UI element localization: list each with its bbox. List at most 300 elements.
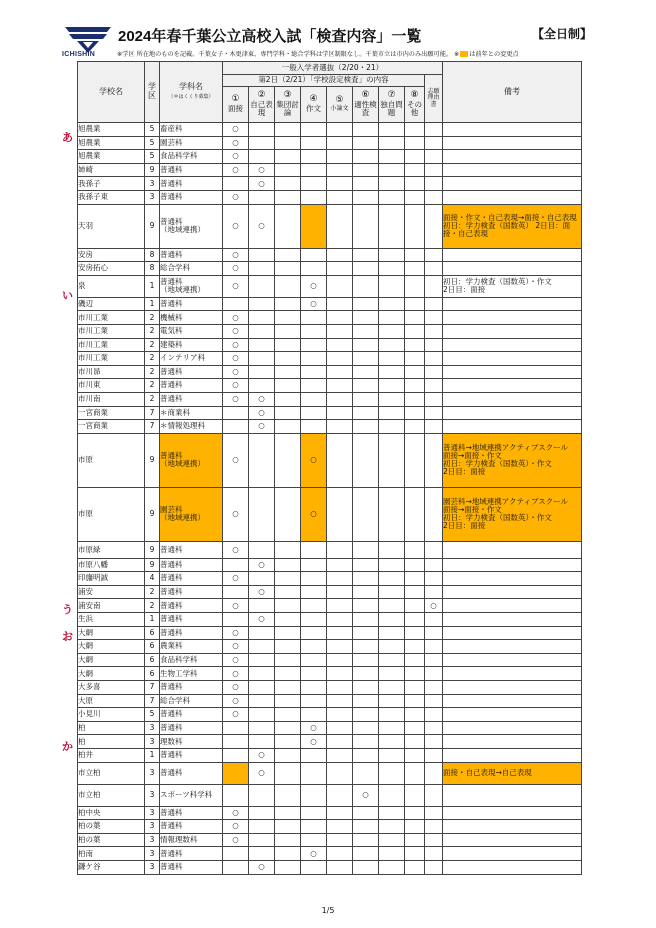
exam-mark-cell [327, 163, 353, 177]
col-area-header: 学区 [145, 62, 160, 123]
exam-mark-cell [379, 613, 405, 627]
table-row [78, 163, 582, 177]
exam-mark-cell [405, 150, 425, 164]
exam-mark-cell [301, 406, 327, 420]
exam-mark-cell [249, 136, 275, 150]
remark-cell [443, 667, 582, 681]
exam-mark-cell [301, 163, 327, 177]
exam-mark-cell [327, 708, 353, 722]
school-area: 8 [145, 262, 160, 276]
exam-mark-cell [425, 275, 443, 297]
exam-mark-cell [223, 860, 249, 874]
school-area: 4 [145, 572, 160, 586]
exam-mark-cell: ○ [223, 204, 249, 248]
exam-mark-cell [249, 708, 275, 722]
exam-mark-cell [275, 667, 301, 681]
exam-mark-cell [425, 338, 443, 352]
exam-mark-cell [353, 558, 379, 572]
exam-mark-cell [425, 860, 443, 874]
school-name: 一宮商業 [78, 406, 145, 420]
col-self-expression-header [249, 87, 275, 123]
exam-mark-cell [327, 338, 353, 352]
exam-mark-cell [301, 667, 327, 681]
school-area: 2 [145, 379, 160, 393]
course-name: 普通科 [160, 721, 223, 735]
exam-mark-cell [327, 833, 353, 847]
exam-mark-cell [379, 136, 405, 150]
exam-mark-cell [379, 275, 405, 297]
school-name: 市原 [78, 433, 145, 487]
course-name: 電気科 [160, 324, 223, 338]
exam-mark-cell [379, 406, 405, 420]
exam-mark-cell [405, 572, 425, 586]
exam-mark-cell [275, 275, 301, 297]
table-row [78, 324, 582, 338]
exam-mark-cell [353, 860, 379, 874]
exam-mark-cell [301, 599, 327, 613]
table-row [78, 708, 582, 722]
exam-mark-cell [275, 392, 301, 406]
table-row [78, 806, 582, 820]
exam-mark-cell [275, 204, 301, 248]
school-area: 3 [145, 721, 160, 735]
exam-mark-cell: ○ [223, 681, 249, 695]
table-row [78, 177, 582, 191]
section-marker-i: い [62, 289, 73, 302]
exam-mark-cell [275, 806, 301, 820]
exam-mark-cell [327, 749, 353, 763]
c6-label: 適性検査 [354, 100, 377, 118]
exam-mark-cell [425, 365, 443, 379]
exam-mark-cell [249, 190, 275, 204]
exam-mark-cell [249, 667, 275, 681]
school-area: 9 [145, 204, 160, 248]
exam-mark-cell [301, 784, 327, 806]
exam-mark-cell [379, 708, 405, 722]
exam-mark-cell [275, 262, 301, 276]
school-name: 旭農業 [78, 136, 145, 150]
course-name: 普通科 [160, 177, 223, 191]
exam-mark-cell [327, 420, 353, 434]
exam-mark-cell [275, 626, 301, 640]
remark-cell [443, 297, 582, 311]
section-marker-ka: か [62, 740, 73, 753]
exam-mark-cell: ○ [223, 599, 249, 613]
exam-mark-cell [353, 613, 379, 627]
table-row [78, 626, 582, 640]
exam-mark-cell [249, 541, 275, 558]
exam-mark-cell [405, 275, 425, 297]
school-area: 3 [145, 847, 160, 861]
remark-cell [443, 420, 582, 434]
school-area: 2 [145, 599, 160, 613]
exam-mark-cell [379, 204, 405, 248]
remark-cell [443, 311, 582, 325]
school-name: 泉 [78, 275, 145, 297]
school-area: 7 [145, 406, 160, 420]
exam-mark-cell [301, 352, 327, 366]
c1-num: ① [231, 94, 240, 105]
exam-mark-cell [327, 297, 353, 311]
exam-mark-cell [275, 833, 301, 847]
exam-mark-cell [379, 392, 405, 406]
exam-mark-cell [405, 487, 425, 541]
exam-mark-cell [425, 311, 443, 325]
school-area: 9 [145, 163, 160, 177]
exam-mark-cell [327, 204, 353, 248]
course-name: 生物工学科 [160, 667, 223, 681]
exam-mark-cell [353, 190, 379, 204]
exam-mark-cell [405, 365, 425, 379]
table-row [78, 847, 582, 861]
exam-mark-cell [405, 248, 425, 262]
remark-cell [443, 248, 582, 262]
col-reason-header: 志願理由書 [425, 75, 443, 123]
remark-cell [443, 406, 582, 420]
exam-mark-cell [353, 324, 379, 338]
exam-mark-cell [301, 640, 327, 654]
course-name: 普通科 [160, 806, 223, 820]
exam-mark-cell [223, 784, 249, 806]
school-name: 市原八幡 [78, 558, 145, 572]
exam-mark-cell [301, 806, 327, 820]
exam-mark-cell [379, 640, 405, 654]
school-name: 市川工業 [78, 311, 145, 325]
remark-cell [443, 735, 582, 749]
exam-mark-cell [379, 833, 405, 847]
table-row [78, 420, 582, 434]
exam-mark-cell [353, 694, 379, 708]
exam-mark-cell: ○ [353, 784, 379, 806]
course-name: 普通科 [160, 297, 223, 311]
exam-mark-cell [379, 352, 405, 366]
exam-mark-cell [353, 487, 379, 541]
exam-mark-cell [379, 806, 405, 820]
course-name: 普通科 [160, 379, 223, 393]
note-suffix: は前年との変更点 [469, 51, 519, 58]
exam-mark-cell [223, 721, 249, 735]
exam-mark-cell [301, 860, 327, 874]
exam-mark-cell [425, 433, 443, 487]
exam-mark-cell [223, 735, 249, 749]
exam-mark-cell [405, 558, 425, 572]
school-name: 浦安 [78, 585, 145, 599]
exam-mark-cell [425, 487, 443, 541]
remark-cell [443, 833, 582, 847]
col-other-header [405, 87, 425, 123]
remark-cell [443, 640, 582, 654]
exam-mark-cell [327, 640, 353, 654]
exam-group-header: 一般入学者選抜（2/20・21） [223, 62, 443, 75]
table-row [78, 820, 582, 834]
exam-mark-cell [249, 379, 275, 393]
exam-mark-cell: ○ [223, 667, 249, 681]
school-name: 市川昴 [78, 365, 145, 379]
remark-cell [443, 847, 582, 861]
exam-mark-cell [275, 324, 301, 338]
school-area: 7 [145, 681, 160, 695]
exam-mark-cell [327, 392, 353, 406]
school-name: 柏の葉 [78, 833, 145, 847]
exam-mark-cell [353, 847, 379, 861]
course-name: インテリア科 [160, 352, 223, 366]
exam-mark-cell [405, 681, 425, 695]
school-area: 3 [145, 190, 160, 204]
exam-mark-cell [275, 433, 301, 487]
col-course-header [160, 62, 223, 123]
c1-label: 面接 [228, 104, 243, 114]
exam-mark-cell [249, 653, 275, 667]
exam-mark-cell: ○ [301, 275, 327, 297]
exam-mark-cell [327, 860, 353, 874]
remark-cell [443, 694, 582, 708]
exam-mark-cell [301, 694, 327, 708]
exam-mark-cell [301, 379, 327, 393]
exam-mark-cell [353, 735, 379, 749]
exam-mark-cell: ○ [223, 262, 249, 276]
course-name: 普通科 [160, 762, 223, 784]
exam-mark-cell [379, 190, 405, 204]
exam-mark-cell [405, 708, 425, 722]
course-name: ＊商業科 [160, 406, 223, 420]
exam-mark-cell [425, 585, 443, 599]
exam-mark-cell [327, 406, 353, 420]
exam-mark-cell [405, 820, 425, 834]
exam-mark-cell [275, 613, 301, 627]
exam-mark-cell [379, 653, 405, 667]
exam-mark-cell [425, 847, 443, 861]
school-area: 3 [145, 784, 160, 806]
exam-mark-cell [353, 392, 379, 406]
table-row [78, 275, 582, 297]
exam-mark-cell [405, 640, 425, 654]
school-name: 小見川 [78, 708, 145, 722]
course-name: 普通科 [160, 626, 223, 640]
course-name: 普通科 [160, 708, 223, 722]
c5-label: 小論文 [330, 105, 349, 113]
remark-cell [443, 708, 582, 722]
c2-num: ② [257, 90, 266, 101]
exam-mark-cell: ○ [223, 123, 249, 137]
school-area: 6 [145, 626, 160, 640]
exam-mark-cell [249, 324, 275, 338]
exam-mark-cell [405, 860, 425, 874]
exam-mark-cell: ○ [223, 541, 249, 558]
course-name: 農業科 [160, 640, 223, 654]
exam-mark-cell [425, 297, 443, 311]
exam-mark-cell [425, 352, 443, 366]
school-name: 市川工業 [78, 324, 145, 338]
section-marker-a: あ [62, 131, 73, 144]
table-row [78, 640, 582, 654]
exam-mark-cell [249, 262, 275, 276]
exam-mark-cell [379, 572, 405, 586]
exam-mark-cell [223, 406, 249, 420]
remark-cell [443, 585, 582, 599]
exam-mark-cell [425, 379, 443, 393]
exam-mark-cell [405, 338, 425, 352]
exam-mark-cell [301, 653, 327, 667]
exam-mark-cell [275, 365, 301, 379]
exam-mark-cell [327, 721, 353, 735]
exam-mark-cell [301, 365, 327, 379]
exam-mark-cell [275, 311, 301, 325]
exam-mark-cell [405, 420, 425, 434]
exam-mark-cell [327, 190, 353, 204]
exam-mark-cell [353, 681, 379, 695]
day2-header: 第2日（2/21）「学校設定検査」の内容 [223, 75, 425, 87]
school-area: 9 [145, 541, 160, 558]
course-name: 普通科 [160, 613, 223, 627]
exam-mark-cell [425, 681, 443, 695]
exam-mark-cell [275, 572, 301, 586]
header-note [117, 49, 519, 58]
table-row [78, 784, 582, 806]
exam-mark-cell [275, 762, 301, 784]
exam-mark-cell [327, 626, 353, 640]
exam-mark-cell [405, 784, 425, 806]
exam-mark-cell [425, 806, 443, 820]
course-name: 園芸科 [160, 136, 223, 150]
exam-mark-cell [327, 820, 353, 834]
school-name: 生浜 [78, 613, 145, 627]
exam-mark-cell [425, 163, 443, 177]
exam-mark-cell [425, 248, 443, 262]
remark-cell [443, 626, 582, 640]
exam-mark-cell [327, 599, 353, 613]
table-row [78, 667, 582, 681]
course-name: 普通科 [160, 585, 223, 599]
exam-mark-cell [425, 667, 443, 681]
exam-mark-cell [301, 136, 327, 150]
school-name: 天羽 [78, 204, 145, 248]
remark-cell [443, 365, 582, 379]
exam-mark-cell [379, 847, 405, 861]
exam-mark-cell [353, 749, 379, 763]
course-name: 普通科 [160, 541, 223, 558]
exam-mark-cell [353, 136, 379, 150]
remark-cell: 普通科→地域連携アクティブスクール 面接→面接・作文 初日：学力検査（国数英）・作文 2日目：面接 [443, 433, 582, 487]
course-name: 食品科学科 [160, 150, 223, 164]
school-area: 1 [145, 749, 160, 763]
exam-mark-cell [301, 392, 327, 406]
exam-mark-cell [249, 694, 275, 708]
table-row [78, 392, 582, 406]
exam-mark-cell [249, 721, 275, 735]
school-name: 大網 [78, 640, 145, 654]
course-name: 総合学科 [160, 694, 223, 708]
course-name: 普通科 [160, 392, 223, 406]
exam-mark-cell: ○ [223, 248, 249, 262]
remark-cell [443, 681, 582, 695]
exam-mark-cell [405, 433, 425, 487]
exam-mark-cell [379, 735, 405, 749]
table-row [78, 365, 582, 379]
exam-mark-cell [275, 150, 301, 164]
school-area: 3 [145, 820, 160, 834]
exam-mark-cell: ○ [223, 150, 249, 164]
school-area: 5 [145, 150, 160, 164]
exam-mark-cell: ○ [249, 163, 275, 177]
exam-mark-cell [275, 163, 301, 177]
remark-cell [443, 379, 582, 393]
school-name: 大原 [78, 694, 145, 708]
exam-mark-cell [425, 177, 443, 191]
school-area: 3 [145, 762, 160, 784]
exam-mark-cell [327, 150, 353, 164]
exam-mark-cell [405, 833, 425, 847]
exam-mark-cell [353, 667, 379, 681]
exam-mark-cell [327, 248, 353, 262]
exam-mark-cell [405, 653, 425, 667]
exam-mark-cell [405, 177, 425, 191]
section-marker-u: う [62, 603, 73, 616]
exam-mark-cell [379, 297, 405, 311]
course-name: 理数科 [160, 735, 223, 749]
remark-cell [443, 721, 582, 735]
school-name: 大網 [78, 667, 145, 681]
exam-mark-cell [223, 177, 249, 191]
exam-mark-cell [405, 324, 425, 338]
school-area: 5 [145, 708, 160, 722]
exam-mark-cell [327, 136, 353, 150]
school-area: 5 [145, 123, 160, 137]
exam-mark-cell [353, 177, 379, 191]
table-row [78, 721, 582, 735]
exam-mark-cell [379, 860, 405, 874]
school-name: 印旛明誠 [78, 572, 145, 586]
exam-mark-cell [425, 613, 443, 627]
exam-mark-cell [223, 762, 249, 784]
exam-mark-cell [249, 433, 275, 487]
exam-mark-cell: ○ [223, 392, 249, 406]
exam-mark-cell [405, 262, 425, 276]
exam-mark-cell [379, 541, 405, 558]
exam-mark-cell [353, 541, 379, 558]
exam-mark-cell [405, 190, 425, 204]
exam-mark-cell [249, 806, 275, 820]
exam-mark-cell [405, 613, 425, 627]
exam-mark-cell [405, 392, 425, 406]
course-name: 普通科 [160, 749, 223, 763]
exam-mark-cell [327, 275, 353, 297]
school-area: 2 [145, 311, 160, 325]
school-name: 鎌ケ谷 [78, 860, 145, 874]
exam-mark-cell: ○ [425, 599, 443, 613]
exam-mark-cell [249, 735, 275, 749]
course-name: 普通科 [160, 190, 223, 204]
exam-mark-cell [353, 365, 379, 379]
exam-mark-cell [405, 204, 425, 248]
course-name: 普通科 [160, 681, 223, 695]
exam-mark-cell: ○ [301, 721, 327, 735]
exam-mark-cell [301, 749, 327, 763]
exam-mark-cell: ○ [249, 585, 275, 599]
exam-mark-cell: ○ [249, 204, 275, 248]
exam-mark-cell [425, 694, 443, 708]
remark-cell [443, 352, 582, 366]
exam-mark-cell [301, 558, 327, 572]
course-name: 情報理数科 [160, 833, 223, 847]
school-area: 3 [145, 833, 160, 847]
school-name: 市川東 [78, 379, 145, 393]
exam-mark-cell [275, 784, 301, 806]
school-area: 2 [145, 585, 160, 599]
exam-mark-cell [275, 749, 301, 763]
exam-mark-cell: ○ [249, 406, 275, 420]
exam-mark-cell [327, 324, 353, 338]
course-name: 普通科 [160, 572, 223, 586]
